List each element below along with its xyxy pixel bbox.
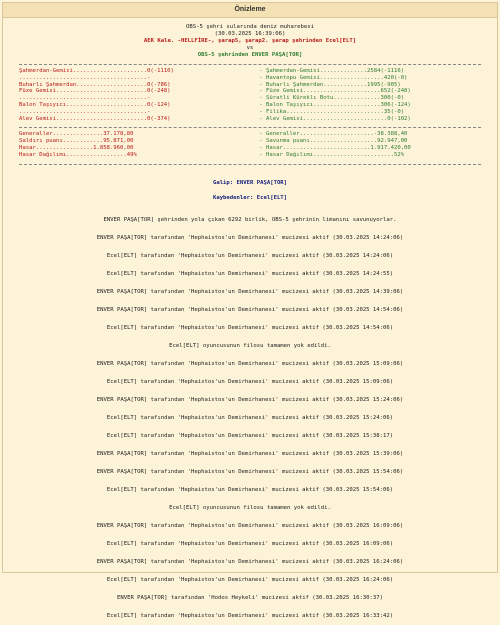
log-line: Ecel[ELT] tarafından 'Hephaistos'un Demirhanesi' mucizesi aktif (30.03.2025 16:09:06) xyxy=(106,540,394,547)
separator xyxy=(19,127,481,128)
log-line: ENVER PAŞA[TOR] tarafından 'Hephaistos'un Demirhanesi' mucizesi aktif (30.03.2025 15:09:06) xyxy=(96,360,404,367)
ship-row: - Balon Taşıyıcı....................306(-124) xyxy=(259,101,411,108)
ship-row: - Filika.............................35(-0) xyxy=(259,108,405,115)
stat-row: - Hasar Dağılımı........................52% xyxy=(259,151,405,158)
defender-stats xyxy=(259,131,481,158)
separator xyxy=(19,164,481,165)
log-line: ENVER PAŞA[TOR] tarafından 'Hephaistos'un Demirhanesi' mucizesi aktif (30.03.2025 14:39:06) xyxy=(96,288,404,295)
report-datetime: (30.03.2025 16:39:06) xyxy=(214,31,286,37)
ship-row: Alev Gemisi...........................0(-374) xyxy=(19,115,171,122)
losers-label: Kaybedenler: Ecel[ELT] xyxy=(212,194,288,201)
log-line: ENVER PAŞA[TOR] tarafından 'Hodos Heykeli' mucizesi aktif (30.03.2025 16:30:37) xyxy=(116,594,384,601)
attacker-stats xyxy=(19,131,241,158)
ships-table xyxy=(19,68,481,122)
log-line: ENVER PAŞA[TOR] tarafından 'Hephaistos'un Demirhanesi' mucizesi aktif (30.03.2025 16:09:06) xyxy=(96,522,404,529)
ship-row: ......................................- xyxy=(19,74,151,81)
log-line: Ecel[ELT] tarafından 'Hephaistos'un Demirhanesi' mucizesi aktif (30.03.2025 15:24:06) xyxy=(106,414,394,421)
stat-row: Hasar.................1.858.960,00 xyxy=(19,144,134,151)
ship-row: Buharlı Şahmerdan.....................0(-786) xyxy=(19,81,171,88)
log-line: ENVER PAŞA[TOR] tarafından 'Hephaistos'un Demirhanesi' mucizesi aktif (30.03.2025 14:54:06) xyxy=(96,306,404,313)
panel-title: Önizleme xyxy=(3,3,497,18)
separator xyxy=(19,64,481,65)
ship-row: - Süratli Küreklı Botu..............300(-0) xyxy=(259,95,405,102)
log-line: ENVER PAŞA[TOR] tarafından 'Hephaistos'un Demirhanesi' mucizesi aktif (30.03.2025 15:54:06) xyxy=(96,468,404,475)
vs-label: vs xyxy=(246,45,254,51)
log-line: ENVER PAŞA[TOR] tarafından 'Hephaistos'un Demirhanesi' mucizesi aktif (30.03.2025 15:39:06) xyxy=(96,450,404,457)
ship-row: - Şahmerdan-Gemisi..............2584(-1116) xyxy=(259,68,405,74)
log-line: Ecel[ELT] oyuncusunun filosu tamamen yok edildi. xyxy=(169,504,331,511)
stat-row: - Savunma puanı....................92.947,00 xyxy=(259,138,408,145)
ship-row: - Füze Gemisi.......................652(-248) xyxy=(259,88,411,95)
battle-result xyxy=(19,179,481,202)
log-line: Ecel[ELT] tarafından 'Hephaistos'un Demirhanesi' mucizesi aktif (30.03.2025 16:33:42) xyxy=(106,612,394,619)
stat-row: Generaller...............37.178,80 xyxy=(19,131,134,138)
stat-row: - Generaller......................-38.388,40 xyxy=(259,131,408,138)
report-header xyxy=(19,24,481,59)
ship-row: ......................................- xyxy=(19,108,151,115)
log-line: Ecel[ELT] tarafından 'Hephaistos'un Demirhanesi' mucizesi aktif (30.03.2025 14:24:55) xyxy=(106,270,394,277)
log-line: Ecel[ELT] tarafından 'Hephaistos'un Demirhanesi' mucizesi aktif (30.03.2025 15:09:06) xyxy=(106,378,394,385)
stats-table xyxy=(19,131,481,158)
defenders-line: OBS-5 şehrinden ENVER PAŞA[TOR] xyxy=(197,52,303,58)
winner-label: Galip: ENVER PAŞA[TOR] xyxy=(212,179,288,186)
ship-row: Füze Gemisi...........................0(-248) xyxy=(19,88,171,95)
defender-ships xyxy=(259,68,481,122)
stat-row: - Hasar..........................1.917.420,00 xyxy=(259,144,411,151)
log-line: Ecel[ELT] tarafından 'Hephaistos'un Demirhanesi' mucizesi aktif (30.03.2025 16:24:06) xyxy=(106,576,394,583)
log-line: Ecel[ELT] tarafından 'Hephaistos'un Demirhanesi' mucizesi aktif (30.03.2025 15:38:17) xyxy=(106,432,394,439)
ship-row: Şahmerdan-Gemisi......................0(-1110) xyxy=(19,68,174,74)
log-line: Ecel[ELT] tarafından 'Hephaistos'un Demirhanesi' mucizesi aktif (30.03.2025 14:24:06) xyxy=(106,252,394,259)
ship-row: - Buharlı Şahmerdan.............1995(-905) xyxy=(259,81,401,88)
ship-row: - Alev Gemisi.........................0(-102) xyxy=(259,115,411,122)
log-line: Ecel[ELT] oyuncusunun filosu tamamen yok edildi. xyxy=(169,342,331,349)
ship-row: Balon Taşıyıcı........................0(-124) xyxy=(19,101,171,108)
log-line: Ecel[ELT] tarafından 'Hephaistos'un Demirhanesi' mucizesi aktif (30.03.2025 14:54:06) xyxy=(106,324,394,331)
battle-report xyxy=(3,24,497,625)
attacker-ships xyxy=(19,68,241,122)
ship-row: ......................................- xyxy=(19,95,151,102)
log-line: ENVER PAŞA[TOR] tarafından 'Hephaistos'un Demirhanesi' mucizesi aktif (30.03.2025 15:24:06) xyxy=(96,396,404,403)
stat-row: Hasar Dağılımı..................49% xyxy=(19,151,137,158)
log-line: ENVER PAŞA[TOR] tarafından 'Hephaistos'un Demirhanesi' mucizesi aktif (30.03.2025 14:24:06) xyxy=(96,234,404,241)
ship-row: - Havantopu Gemisi...................420(-0) xyxy=(259,74,408,81)
battle-log xyxy=(19,211,481,625)
log-line: Ecel[ELT] tarafından 'Hephaistos'un Demirhanesi' mucizesi aktif (30.03.2025 15:54:06) xyxy=(106,486,394,493)
preview-panel xyxy=(2,2,498,619)
stat-row: Saldırı puanı............95.871,00 xyxy=(19,138,134,145)
attackers-line: AEK Kale. -HELLFİRE-, şarap5, şarap2. şarap şehrinden Ecel[ELT] xyxy=(143,38,357,44)
report-title: OBS-5 şehri sularında deniz muharebesi xyxy=(186,24,314,30)
log-line: ENVER PAŞA[TOR] şehrinden yola çıkan 6292 birlik, OBS-5 şehrinin limanını savunuyorlar. xyxy=(103,216,397,223)
log-line: ENVER PAŞA[TOR] tarafından 'Hephaistos'un Demirhanesi' mucizesi aktif (30.03.2025 16:24:06) xyxy=(96,558,404,565)
